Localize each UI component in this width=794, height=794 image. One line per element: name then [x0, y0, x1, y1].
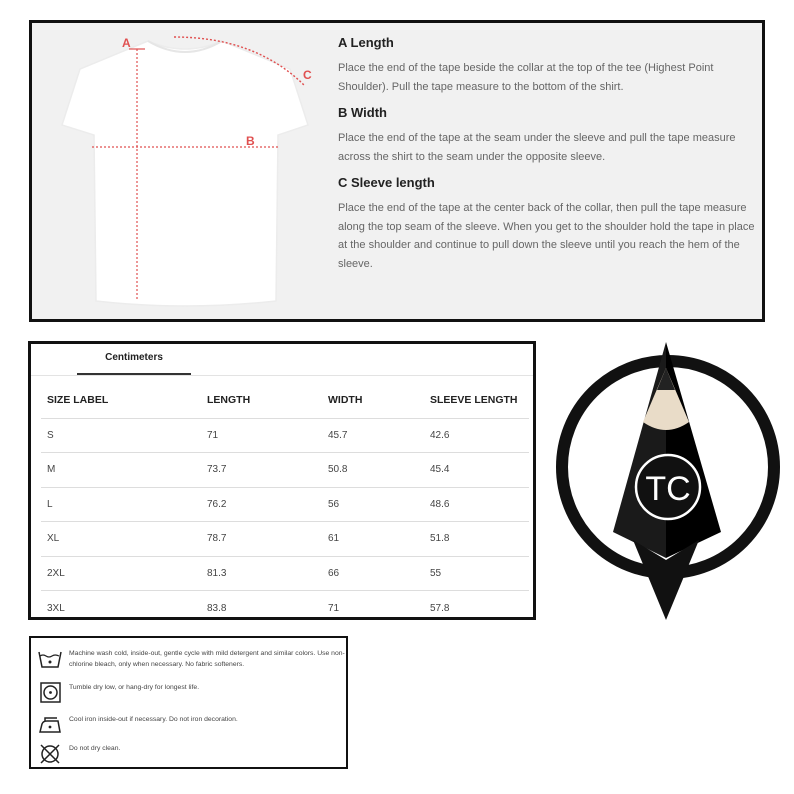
- size-label: M: [41, 453, 201, 488]
- length-heading: A Length: [338, 35, 394, 50]
- tshirt-diagram: [40, 29, 330, 317]
- width-value: 45.7: [322, 418, 424, 453]
- dry-instructions: Tumble dry low, or hang-dry for longest life.: [69, 684, 200, 691]
- width-value: 50.8: [322, 453, 424, 488]
- length-value: 78.7: [201, 522, 322, 557]
- pencil-arrow-logo: [553, 340, 783, 622]
- sleeve-instructions: Place the end of the tape at the center back of the collar, then pull the tape measure along the top seam of the sleeve. When you get to the shoulder hold the tape in place at the shoulder and continue to pull down the sleeve until you reach the hem of the sleeve.: [338, 202, 755, 270]
- sleeve-value: 48.6: [424, 487, 529, 522]
- width-value: 71: [328, 602, 340, 614]
- size-label: XL: [41, 522, 201, 557]
- size-label: L: [41, 487, 201, 522]
- tab-divider: [31, 375, 533, 376]
- guide-instructions: [338, 35, 758, 282]
- wash-instructions: Machine wash cold, inside-out, gentle cycle with mild detergent and similar colors. Use non-chlorine bleach, only when necessary. No fabric softeners.: [69, 650, 345, 668]
- sleeve-heading: C Sleeve length: [338, 175, 435, 190]
- size-label: S: [41, 418, 201, 453]
- machine-wash-icon: [37, 648, 63, 670]
- tshirt-outline: [62, 41, 308, 306]
- care-instructions-panel: [29, 636, 348, 769]
- dry-clean-instructions: Do not dry clean.: [69, 745, 121, 752]
- size-label: 3XL: [47, 602, 65, 614]
- size-chart-panel: [28, 341, 536, 620]
- sleeve-value: 42.6: [424, 418, 529, 453]
- marker-b: B: [246, 134, 255, 148]
- iron-instructions: Cool iron inside-out if necessary. Do not iron decoration.: [69, 716, 238, 723]
- width-instructions: Place the end of the tape at the seam under the sleeve and pull the tape measure across the shirt to the seam under the opposite sleeve.: [338, 132, 736, 163]
- measure-guide-panel: [29, 20, 765, 322]
- tab-centimeters[interactable]: Centimeters: [105, 352, 163, 363]
- sleeve-value: 45.4: [424, 453, 529, 488]
- no-dry-clean-icon: [37, 743, 63, 765]
- width-value: 61: [322, 522, 424, 557]
- column-header-length: LENGTH: [201, 382, 322, 418]
- unit-tabs: [77, 344, 191, 375]
- length-value: 83.8: [207, 602, 227, 614]
- marker-a: A: [122, 36, 131, 50]
- width-value: 56: [322, 487, 424, 522]
- width-heading: B Width: [338, 105, 387, 120]
- marker-c: C: [303, 68, 312, 82]
- table-row: [41, 418, 529, 453]
- sleeve-value: 55: [424, 556, 529, 591]
- length-value: 76.2: [201, 487, 322, 522]
- column-header-sleeve: SLEEVE LENGTH: [424, 382, 529, 418]
- column-header-width: WIDTH: [322, 382, 424, 418]
- tumble-dry-icon: [37, 682, 63, 704]
- size-label: 2XL: [41, 556, 201, 591]
- length-value: 71: [201, 418, 322, 453]
- sleeve-value: 51.8: [424, 522, 529, 557]
- width-value: 66: [322, 556, 424, 591]
- logo-initials: TC: [645, 470, 691, 508]
- column-header-size: SIZE LABEL: [41, 382, 201, 418]
- table-header-row: [41, 382, 529, 418]
- size-table: [41, 382, 529, 625]
- sleeve-value: 57.8: [430, 602, 450, 614]
- table-row: [41, 556, 529, 591]
- length-instructions: Place the end of the tape beside the collar at the top of the tee (Highest Point Shoulder). Pull the tape measure to the bottom of the shirt.: [338, 62, 714, 93]
- length-value: 81.3: [201, 556, 322, 591]
- table-row: [41, 591, 529, 626]
- iron-icon: [37, 714, 63, 736]
- table-row: [41, 453, 529, 488]
- table-row: [41, 522, 529, 557]
- length-value: 73.7: [201, 453, 322, 488]
- table-row: [41, 487, 529, 522]
